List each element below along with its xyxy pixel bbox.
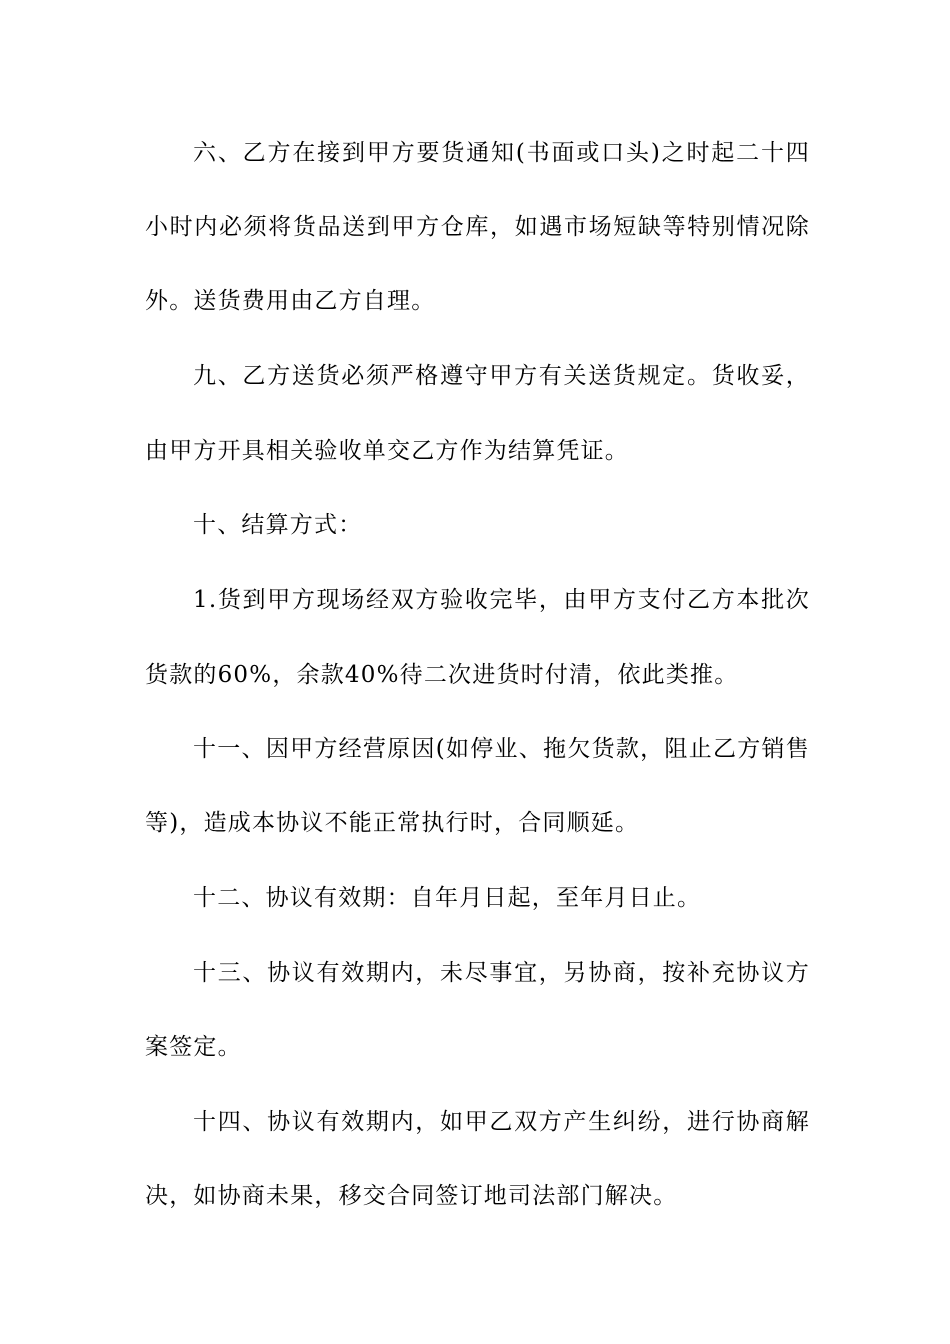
clause-10-1-line-1: 1.货到甲方现场经双方验收完毕，由甲方支付乙方本批次	[193, 587, 810, 613]
clause-12-line-1: 十二、协议有效期：自年月日起，至年月日止。	[193, 885, 702, 911]
clause-10-1-line-2: 货款的60%，余款40%待二次进货时付清，依此类推。	[145, 662, 739, 688]
clause-13-line-2: 案签定。	[145, 1034, 242, 1060]
clause-9-line-2: 由甲方开具相关验收单交乙方作为结算凭证。	[145, 438, 629, 464]
clause-6-line-1: 六、乙方在接到甲方要货通知(书面或口头)之时起二十四	[193, 140, 810, 166]
clause-9-line-1: 九、乙方送货必须严格遵守甲方有关送货规定。货收妥，	[193, 363, 810, 389]
clause-13-line-1: 十三、协议有效期内，未尽事宜，另协商，按补充协议方	[193, 960, 810, 986]
clause-10-line-1: 十、结算方式：	[193, 512, 363, 538]
clause-11-line-2: 等)，造成本协议不能正常执行时，合同顺延。	[145, 810, 640, 836]
clause-6-line-3: 外。送货费用由乙方自理。	[145, 288, 436, 314]
clause-6-line-2: 小时内必须将货品送到甲方仓库，如遇市场短缺等特别情况除	[145, 214, 810, 240]
clause-11-line-1: 十一、因甲方经营原因(如停业、拖欠货款，阻止乙方销售	[193, 736, 810, 762]
clause-14-line-1: 十四、协议有效期内，如甲乙双方产生纠纷，进行协商解	[193, 1109, 810, 1135]
clause-14-line-2: 决，如协商未果，移交合同签订地司法部门解决。	[145, 1183, 678, 1209]
